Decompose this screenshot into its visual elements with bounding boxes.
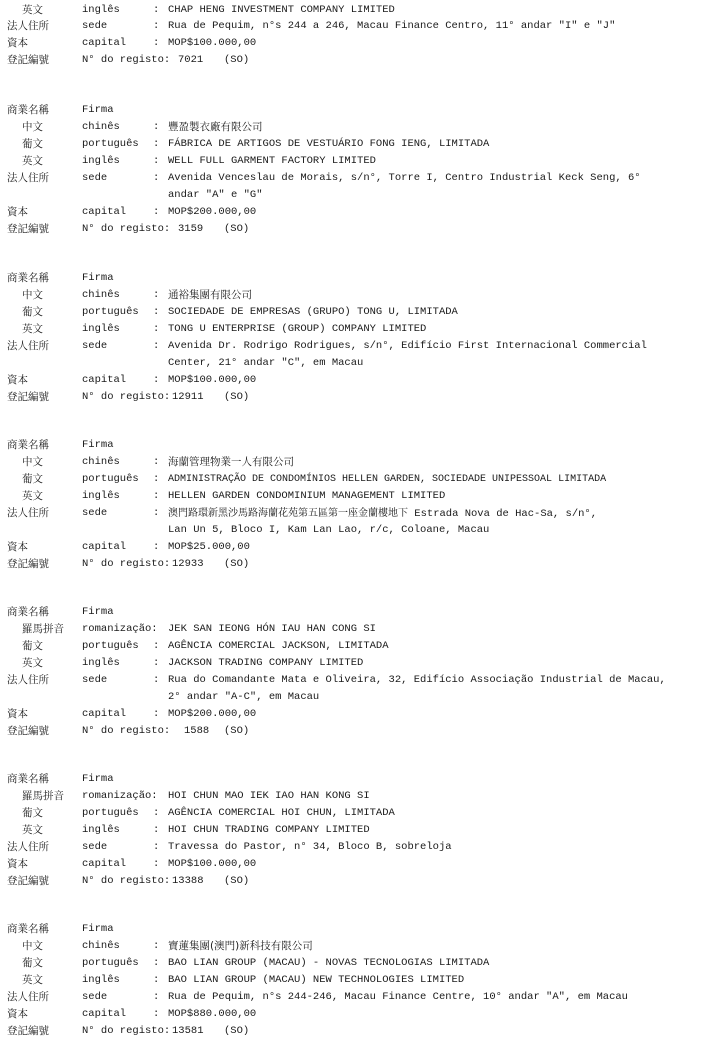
- sede-value-line1: Rua do Comandante Mata e Oliveira, 32, Edifício Associação Industrial de Macau,: [168, 674, 666, 686]
- ingles-value: TONG U ENTERPRISE (GROUP) COMPANY LIMITED: [168, 323, 427, 335]
- ingles-label-pt: inglês: [82, 323, 120, 335]
- colon: :: [153, 657, 160, 669]
- entry-5-capital-row: [0, 856, 714, 873]
- romanizacao-value: HOI CHUN MAO IEK IAO HAN KONG SI: [168, 790, 370, 802]
- capital-label-pt: capital: [82, 374, 127, 386]
- entry-3-capital-row: [0, 539, 714, 556]
- colon: :: [153, 490, 160, 502]
- capital-label-pt: capital: [82, 37, 127, 49]
- entry-2-ingles-row: [0, 321, 714, 338]
- firma-label-pt: Firma: [82, 439, 114, 451]
- portugues-value: ADMINISTRAÇÃO DE CONDOMÍNIOS HELLEN GARDEN, SOCIEDADE UNIPESSOAL LIMITADA: [168, 474, 607, 485]
- entry-2-portugues-row: [0, 304, 714, 321]
- entry-1-chines-row: [0, 119, 714, 136]
- capital-value: MOP$200.000,00: [168, 206, 257, 218]
- sede-label-pt: sede: [82, 172, 108, 184]
- capital-value: MOP$100.000,00: [168, 374, 257, 386]
- entry-6-capital-row: [0, 1006, 714, 1023]
- portugues-label-pt: português: [82, 640, 139, 652]
- sede-value-line2: 2° andar "A-C", em Macau: [168, 691, 320, 703]
- sede-value-line1: Travessa do Pastor, n° 34, Bloco B, sobreloja: [168, 841, 452, 853]
- sede-label-pt: sede: [82, 340, 108, 352]
- entry-6-firma-row: [0, 921, 714, 938]
- chines-value: 豐盈製衣廠有限公司: [168, 121, 263, 133]
- firma-label-pt: Firma: [82, 272, 114, 284]
- entry-0-capital-row: [0, 35, 714, 52]
- registo-label-pt: N° do registo:: [82, 391, 171, 403]
- sede-value-line1: [168, 505, 597, 523]
- colon: :: [153, 541, 160, 553]
- entry-2-sede-row-2: [0, 355, 714, 372]
- sede-value-line1: Avenida Venceslau de Morais, s/n°, Torre I, Centro Industrial Keck Seng, 6°: [168, 172, 641, 184]
- sede-label-cn: 法人住所: [7, 507, 49, 519]
- colon: :: [153, 640, 160, 652]
- registo-number: 13581: [172, 1025, 204, 1037]
- entry-0-registo-row: [0, 52, 714, 69]
- firma-label-pt: Firma: [82, 104, 114, 116]
- chines-value: 通裕集團有限公司: [168, 289, 252, 301]
- capital-label-cn: 資本: [7, 541, 28, 553]
- ingles-label-pt: inglês: [82, 155, 120, 167]
- capital-label-cn: 資本: [7, 1008, 28, 1020]
- colon: :: [153, 340, 160, 352]
- sede-label-pt: sede: [82, 841, 108, 853]
- ingles-label-pt: inglês: [82, 657, 120, 669]
- entry-3-firma-row: [0, 437, 714, 454]
- ingles-value: HELLEN GARDEN CONDOMINIUM MANAGEMENT LIMITED: [168, 490, 446, 502]
- entry-3-portugues-row: [0, 471, 714, 488]
- ingles-value: HOI CHUN TRADING COMPANY LIMITED: [168, 824, 370, 836]
- registo-label-pt: N° do registo:: [82, 558, 171, 570]
- entry-2-capital-row: [0, 372, 714, 389]
- chines-label-pt: chinês: [82, 456, 120, 468]
- entry-6-portugues-row: [0, 955, 714, 972]
- registo-label-cn: 登記編號: [7, 391, 49, 403]
- ingles-value: WELL FULL GARMENT FACTORY LIMITED: [168, 155, 376, 167]
- colon: :: [153, 289, 160, 301]
- chines-label-pt: chinês: [82, 289, 120, 301]
- portugues-label-pt: português: [82, 138, 139, 150]
- capital-label-pt: capital: [82, 708, 127, 720]
- colon: :: [153, 507, 160, 519]
- entry-6-registo-row: [0, 1023, 714, 1040]
- registo-note: (SO): [224, 875, 250, 887]
- registo-label-cn: 登記編號: [7, 558, 49, 570]
- ingles-label-cn: 英文: [22, 323, 43, 335]
- ingles-label-pt: inglês: [82, 4, 120, 16]
- colon: :: [153, 674, 160, 686]
- colon: :: [153, 306, 160, 318]
- ingles-label-cn: 英文: [22, 657, 43, 669]
- sede-value-line2: Lan Un 5, Bloco I, Kam Lan Lao, r/c, Coloane, Macau: [168, 524, 490, 536]
- colon: :: [153, 172, 160, 184]
- colon: :: [153, 20, 160, 32]
- sede-value: Rua de Pequim, n°s 244 a 246, Macau Finance Centro, 11° andar "I" e "J": [168, 20, 616, 32]
- capital-value: MOP$100.000,00: [168, 858, 257, 870]
- colon: :: [153, 807, 160, 819]
- capital-value: MOP$880.000,00: [168, 1008, 257, 1020]
- capital-value: MOP$25.000,00: [168, 541, 250, 553]
- sede-value-pt: Estrada Nova de Hac-Sa, s/n°,: [408, 508, 598, 520]
- registo-number: 7021: [178, 54, 204, 66]
- firma-label-pt: Firma: [82, 923, 114, 935]
- romanizacao-label-cn: 羅馬拼音: [22, 623, 64, 635]
- colon: :: [153, 456, 160, 468]
- capital-label-cn: 資本: [7, 37, 28, 49]
- romanizacao-label-pt: romanização:: [82, 790, 158, 802]
- entry-5-romanizacao-row: [0, 788, 714, 805]
- entry-5-ingles-row: [0, 822, 714, 839]
- portugues-label-pt: português: [82, 807, 139, 819]
- ingles-label-pt: inglês: [82, 974, 120, 986]
- ingles-value: BAO LIAN GROUP (MACAU) NEW TECHNOLOGIES LIMITED: [168, 974, 465, 986]
- sede-label-cn: 法人住所: [7, 841, 49, 853]
- entry-4-romanizacao-row: [0, 621, 714, 638]
- sede-label-cn: 法人住所: [7, 991, 49, 1003]
- firma-label-pt: Firma: [82, 606, 114, 618]
- entry-1-registo-row: [0, 221, 714, 238]
- chines-label-cn: 中文: [22, 456, 43, 468]
- registo-label-cn: 登記編號: [7, 725, 49, 737]
- firma-label-cn: 商業名稱: [7, 773, 49, 785]
- romanizacao-label-cn: 羅馬拼音: [22, 790, 64, 802]
- romanizacao-value: JEK SAN IEONG HÓN IAU HAN CONG SI: [168, 623, 376, 635]
- firma-label-cn: 商業名稱: [7, 439, 49, 451]
- registo-number: 12933: [172, 558, 204, 570]
- entry-1-sede-row-2: [0, 187, 714, 204]
- portugues-label-pt: português: [82, 957, 139, 969]
- registo-label-cn: 登記編號: [7, 54, 49, 66]
- portugues-value: AGÊNCIA COMERCIAL JACKSON, LIMITADA: [168, 640, 389, 652]
- sede-value-line2: Center, 21° andar "C", em Macau: [168, 357, 364, 369]
- registo-note: (SO): [224, 558, 250, 570]
- entry-6-chines-row: [0, 938, 714, 955]
- registo-note: (SO): [224, 1025, 250, 1037]
- portugues-label-cn: 葡文: [22, 807, 43, 819]
- entry-1-ingles-row: [0, 153, 714, 170]
- firma-label-cn: 商業名稱: [7, 923, 49, 935]
- capital-label-pt: capital: [82, 858, 127, 870]
- colon: :: [153, 37, 160, 49]
- firma-label-cn: 商業名稱: [7, 606, 49, 618]
- entry-3-sede-row-2: [0, 522, 714, 539]
- entry-1-portugues-row: [0, 136, 714, 153]
- chines-label-cn: 中文: [22, 121, 43, 133]
- registo-label-cn: 登記編號: [7, 223, 49, 235]
- entry-2-chines-row: [0, 287, 714, 304]
- ingles-label-cn: 英文: [22, 824, 43, 836]
- entry-6-ingles-row: [0, 972, 714, 989]
- colon: :: [153, 206, 160, 218]
- registo-note: (SO): [224, 54, 250, 66]
- entry-3-sede-row: [0, 505, 714, 522]
- entry-4-portugues-row: [0, 638, 714, 655]
- capital-value: MOP$100.000,00: [168, 37, 257, 49]
- portugues-value: BAO LIAN GROUP (MACAU) - NOVAS TECNOLOGIAS LIMITADA: [168, 957, 490, 969]
- colon: :: [153, 323, 160, 335]
- entry-2-firma-row: [0, 270, 714, 287]
- sede-label-cn: 法人住所: [7, 172, 49, 184]
- sede-value-line1: Rua de Pequim, n°s 244-246, Macau Finance Centre, 10° andar "A", em Macau: [168, 991, 628, 1003]
- chines-label-pt: chinês: [82, 121, 120, 133]
- firma-label-pt: Firma: [82, 773, 114, 785]
- registo-note: (SO): [224, 725, 250, 737]
- portugues-label-cn: 葡文: [22, 306, 43, 318]
- ingles-value: JACKSON TRADING COMPANY LIMITED: [168, 657, 364, 669]
- capital-label-pt: capital: [82, 206, 127, 218]
- colon: :: [153, 974, 160, 986]
- entry-4-sede-row-2: [0, 689, 714, 706]
- registo-label-pt: N° do registo:: [82, 875, 171, 887]
- ingles-label-cn: 英文: [22, 490, 43, 502]
- entry-6-sede-row: [0, 989, 714, 1006]
- chines-value: 寶蓮集團(澳門)新科技有限公司: [168, 940, 313, 952]
- colon: :: [153, 155, 160, 167]
- entry-2-sede-row: [0, 338, 714, 355]
- colon: :: [153, 1008, 160, 1020]
- chines-label-cn: 中文: [22, 289, 43, 301]
- registo-number: 12911: [172, 391, 204, 403]
- colon: :: [153, 940, 160, 952]
- sede-value-line2: andar "A" e "G": [168, 189, 263, 201]
- colon: :: [153, 841, 160, 853]
- colon: :: [153, 138, 160, 150]
- capital-value: MOP$200.000,00: [168, 708, 257, 720]
- entry-4-firma-row: [0, 604, 714, 621]
- portugues-label-pt: português: [82, 473, 139, 485]
- colon: :: [153, 374, 160, 386]
- registo-label-pt: N° do registo:: [82, 725, 171, 737]
- entry-0-sede-row: [0, 18, 714, 35]
- sede-label-cn: 法人住所: [7, 674, 49, 686]
- capital-label-cn: 資本: [7, 374, 28, 386]
- registo-note: (SO): [224, 223, 250, 235]
- ingles-label-pt: inglês: [82, 824, 120, 836]
- colon: :: [153, 473, 160, 485]
- sede-label-pt: sede: [82, 507, 108, 519]
- registo-label-pt: N° do registo:: [82, 1025, 171, 1037]
- entry-5-sede-row: [0, 839, 714, 856]
- capital-label-cn: 資本: [7, 708, 28, 720]
- entry-4-sede-row: [0, 672, 714, 689]
- portugues-label-pt: português: [82, 306, 139, 318]
- colon: :: [153, 121, 160, 133]
- sede-value-line1: Avenida Dr. Rodrigo Rodrigues, s/n°, Edifício First Internacional Commercial: [168, 340, 647, 352]
- registo-label-cn: 登記編號: [7, 1025, 49, 1037]
- registo-number: 3159: [178, 223, 204, 235]
- entry-4-ingles-row: [0, 655, 714, 672]
- portugues-value: AGÊNCIA COMERCIAL HOI CHUN, LIMITADA: [168, 807, 395, 819]
- chines-label-cn: 中文: [22, 940, 43, 952]
- registo-label-pt: N° do registo:: [82, 223, 171, 235]
- ingles-label-cn: 英文: [22, 4, 43, 16]
- capital-label-cn: 資本: [7, 206, 28, 218]
- entry-1-sede-row: [0, 170, 714, 187]
- entry-5-registo-row: [0, 873, 714, 890]
- capital-label-cn: 資本: [7, 858, 28, 870]
- capital-label-pt: capital: [82, 1008, 127, 1020]
- registo-label-cn: 登記編號: [7, 875, 49, 887]
- sede-label-pt: sede: [82, 20, 108, 32]
- entry-2-registo-row: [0, 389, 714, 406]
- portugues-label-cn: 葡文: [22, 473, 43, 485]
- chines-label-pt: chinês: [82, 940, 120, 952]
- entry-1-capital-row: [0, 204, 714, 221]
- sede-value-zh: 澳門路環新黑沙馬路海蘭花苑第五區第一座金蘭樓地下: [168, 508, 408, 519]
- sede-label-cn: 法人住所: [7, 340, 49, 352]
- sede-label-pt: sede: [82, 991, 108, 1003]
- registo-note: (SO): [224, 391, 250, 403]
- ingles-label-cn: 英文: [22, 974, 43, 986]
- portugues-value: SOCIEDADE DE EMPRESAS (GRUPO) TONG U, LIMITADA: [168, 306, 458, 318]
- entry-0-ingles-row: [0, 2, 714, 19]
- ingles-label-cn: 英文: [22, 155, 43, 167]
- entry-4-capital-row: [0, 706, 714, 723]
- portugues-value: FÁBRICA DE ARTIGOS DE VESTUÁRIO FONG IENG, LIMITADA: [168, 138, 490, 150]
- ingles-label-pt: inglês: [82, 490, 120, 502]
- sede-label-cn: 法人住所: [7, 20, 49, 32]
- entry-4-registo-row: [0, 723, 714, 740]
- sede-label-pt: sede: [82, 674, 108, 686]
- colon: :: [153, 708, 160, 720]
- entry-3-registo-row: [0, 556, 714, 573]
- colon: :: [153, 858, 160, 870]
- entry-3-ingles-row: [0, 488, 714, 505]
- chines-value: 海蘭管理物業一人有限公司: [168, 456, 294, 468]
- firma-label-cn: 商業名稱: [7, 272, 49, 284]
- firma-label-cn: 商業名稱: [7, 104, 49, 116]
- colon: :: [153, 991, 160, 1003]
- capital-label-pt: capital: [82, 541, 127, 553]
- portugues-label-cn: 葡文: [22, 957, 43, 969]
- registo-number: 13388: [172, 875, 204, 887]
- entry-5-portugues-row: [0, 805, 714, 822]
- romanizacao-label-pt: romanização:: [82, 623, 158, 635]
- entry-1-firma-row: [0, 102, 714, 119]
- ingles-value: CHAP HENG INVESTMENT COMPANY LIMITED: [168, 4, 395, 16]
- entry-5-firma-row: [0, 771, 714, 788]
- colon: :: [153, 824, 160, 836]
- registo-number: 1588: [184, 725, 210, 737]
- registo-label-pt: N° do registo:: [82, 54, 171, 66]
- portugues-label-cn: 葡文: [22, 138, 43, 150]
- portugues-label-cn: 葡文: [22, 640, 43, 652]
- colon: :: [153, 4, 160, 16]
- colon: :: [153, 957, 160, 969]
- entry-3-chines-row: [0, 454, 714, 471]
